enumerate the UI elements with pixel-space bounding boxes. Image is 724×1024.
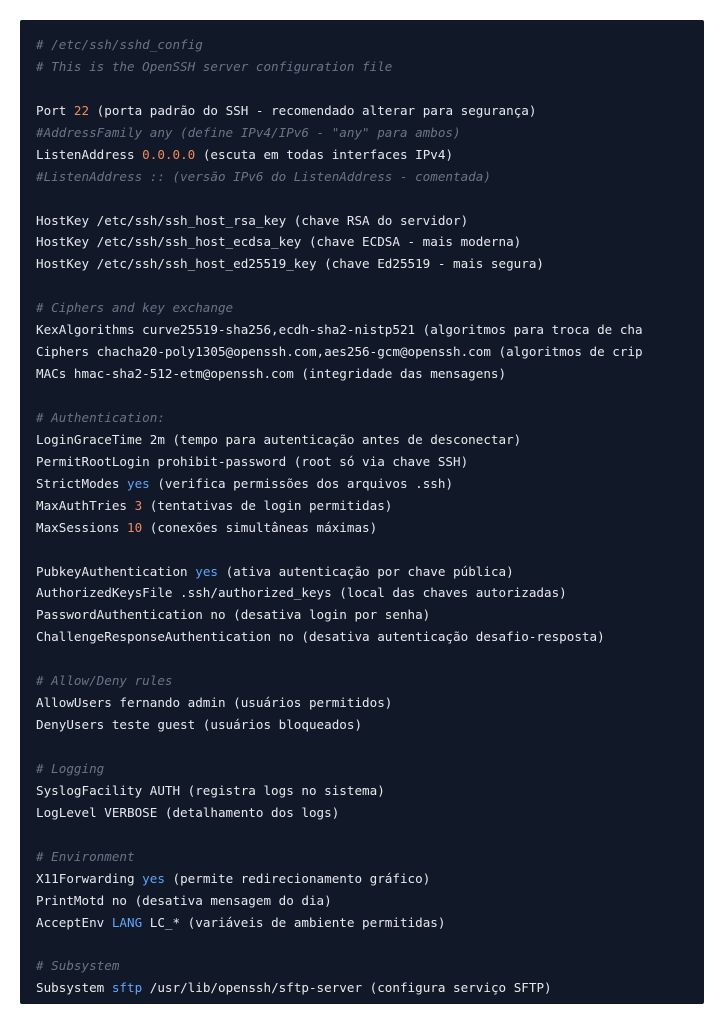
code-line — [36, 451, 704, 473]
code-token-plain: (verifica permissões dos arquivos .ssh) — [149, 475, 454, 491]
code-token-plain: HostKey /etc/ssh/ssh_host_rsa_key (chave RSA do servidor) — [36, 212, 469, 228]
code-line — [36, 582, 704, 604]
code-token-plain: PrintMotd no (desativa mensagem do dia) — [36, 892, 332, 908]
code-token-num: 22 — [73, 102, 90, 118]
code-token-comment: # Ciphers and key exchange — [36, 300, 234, 316]
code-line — [36, 363, 704, 385]
code-token-plain: X11Forwarding — [36, 870, 143, 886]
code-line — [36, 604, 704, 626]
code-token-plain: AllowUsers fernando admin (usuários permitidos) — [36, 695, 393, 711]
code-line — [36, 692, 704, 714]
blank-line — [36, 648, 704, 670]
code-token-plain: LC_* (variáveis de ambiente permitidas) — [142, 914, 446, 930]
code-token-plain: HostKey /etc/ssh/ssh_host_ed25519_key (chave Ed25519 - mais segura) — [36, 256, 544, 272]
blank-line — [36, 736, 704, 758]
code-line — [36, 846, 704, 868]
code-line — [36, 868, 704, 890]
code-token-plain: (ativa autenticação por chave pública) — [217, 563, 514, 579]
blank-line — [36, 385, 704, 407]
code-token-plain: LogLevel VERBOSE (detalhamento dos logs) — [36, 804, 340, 820]
blank-line — [36, 78, 704, 100]
code-line — [36, 34, 704, 56]
code-line — [36, 100, 704, 122]
code-line — [36, 977, 704, 999]
code-token-plain: Ciphers chacha20-poly1305@openssh.com,aes256-gcm@openssh.com (algoritmos de crip — [36, 344, 643, 360]
code-token-plain: Port — [36, 102, 74, 118]
code-editor — [20, 20, 704, 1004]
code-token-num: 3 — [134, 497, 143, 513]
code-line — [36, 407, 704, 429]
blank-line — [36, 188, 704, 210]
code-line — [36, 166, 704, 188]
code-token-plain: PermitRootLogin prohibit-password (root só via chave SSH) — [36, 453, 469, 469]
code-token-plain: ChallengeResponseAuthentication no (desativa autenticação desafio-resposta) — [36, 629, 605, 645]
blank-line — [36, 933, 704, 955]
blank-line — [36, 275, 704, 297]
code-line — [36, 122, 704, 144]
code-line — [36, 670, 704, 692]
blank-line — [36, 539, 704, 561]
code-line — [36, 56, 704, 78]
code-token-plain: StrictModes — [36, 475, 127, 491]
code-token-plain: /usr/lib/openssh/sftp-server (configura serviço SFTP) — [142, 980, 552, 996]
code-token-comment: # Environment — [36, 848, 135, 864]
code-line — [36, 297, 704, 319]
code-token-plain: (escuta em todas interfaces IPv4) — [195, 146, 454, 162]
code-line — [36, 517, 704, 539]
code-token-kw: sftp — [111, 980, 143, 996]
code-token-plain: (tentativas de login permitidas) — [142, 497, 393, 513]
code-token-plain: DenyUsers teste guest (usuários bloqueados) — [36, 717, 363, 733]
code-token-plain: MaxSessions — [36, 519, 127, 535]
code-token-kw: yes — [195, 563, 218, 579]
code-line — [36, 231, 704, 253]
code-line — [36, 780, 704, 802]
code-line — [36, 429, 704, 451]
code-token-comment: #ListenAddress :: (versão IPv6 do ListenAddress - comentada) — [36, 168, 491, 184]
blank-line — [36, 824, 704, 846]
code-token-comment: # Allow/Deny rules — [36, 673, 173, 689]
code-token-plain: AcceptEnv — [36, 914, 112, 930]
code-line — [36, 714, 704, 736]
code-token-plain: AuthorizedKeysFile .ssh/authorized_keys (local das chaves autorizadas) — [36, 585, 567, 601]
code-token-comment: # This is the OpenSSH server configuration file — [36, 58, 393, 74]
code-token-plain: (permite redirecionamento gráfico) — [164, 870, 431, 886]
code-line — [36, 144, 704, 166]
code-token-plain: (porta padrão do SSH - recomendado alterar para segurança) — [89, 102, 537, 118]
code-token-comment: # /etc/ssh/sshd_config — [36, 37, 203, 52]
code-token-comment: # Logging — [36, 760, 105, 776]
code-token-kw: yes — [142, 870, 165, 886]
code-token-plain: PubkeyAuthentication — [36, 563, 196, 579]
code-line — [36, 210, 704, 232]
code-line — [36, 341, 704, 363]
code-token-plain: ListenAddress — [36, 146, 143, 162]
code-token-plain: LoginGraceTime 2m (tempo para autenticação antes de desconectar) — [36, 431, 522, 447]
code-token-plain: MACs hmac-sha2-512-etm@openssh.com (integridade das mensagens) — [36, 366, 507, 382]
code-line — [36, 473, 704, 495]
code-line — [36, 253, 704, 275]
sshd-config-code — [36, 34, 704, 999]
code-line — [36, 912, 704, 934]
code-token-plain: (conexões simultâneas máximas) — [142, 519, 378, 535]
code-token-plain: Subsystem — [36, 980, 112, 996]
code-token-plain: KexAlgorithms curve25519-sha256,ecdh-sha2-nistp521 (algoritmos para troca de cha — [36, 322, 643, 338]
code-token-num: 10 — [127, 519, 143, 535]
code-line — [36, 561, 704, 583]
code-token-comment: # Authentication: — [36, 409, 165, 425]
code-token-plain: MaxAuthTries — [36, 497, 135, 513]
code-token-kw: LANG — [111, 914, 143, 930]
code-token-kw: yes — [127, 475, 150, 491]
code-line — [36, 495, 704, 517]
code-token-plain: HostKey /etc/ssh/ssh_host_ecdsa_key (chave ECDSA - mais moderna) — [36, 234, 522, 250]
code-token-plain: PasswordAuthentication no (desativa login por senha) — [36, 607, 431, 623]
code-line — [36, 758, 704, 780]
code-token-plain: SyslogFacility AUTH (registra logs no sistema) — [36, 782, 385, 798]
code-token-comment: # Subsystem — [36, 958, 120, 974]
code-line — [36, 802, 704, 824]
code-line — [36, 319, 704, 341]
code-line — [36, 890, 704, 912]
code-line — [36, 955, 704, 977]
code-token-comment: #AddressFamily any (define IPv4/IPv6 - "any" para ambos) — [36, 124, 461, 140]
code-line — [36, 626, 704, 648]
code-token-num: 0.0.0.0 — [142, 146, 196, 162]
